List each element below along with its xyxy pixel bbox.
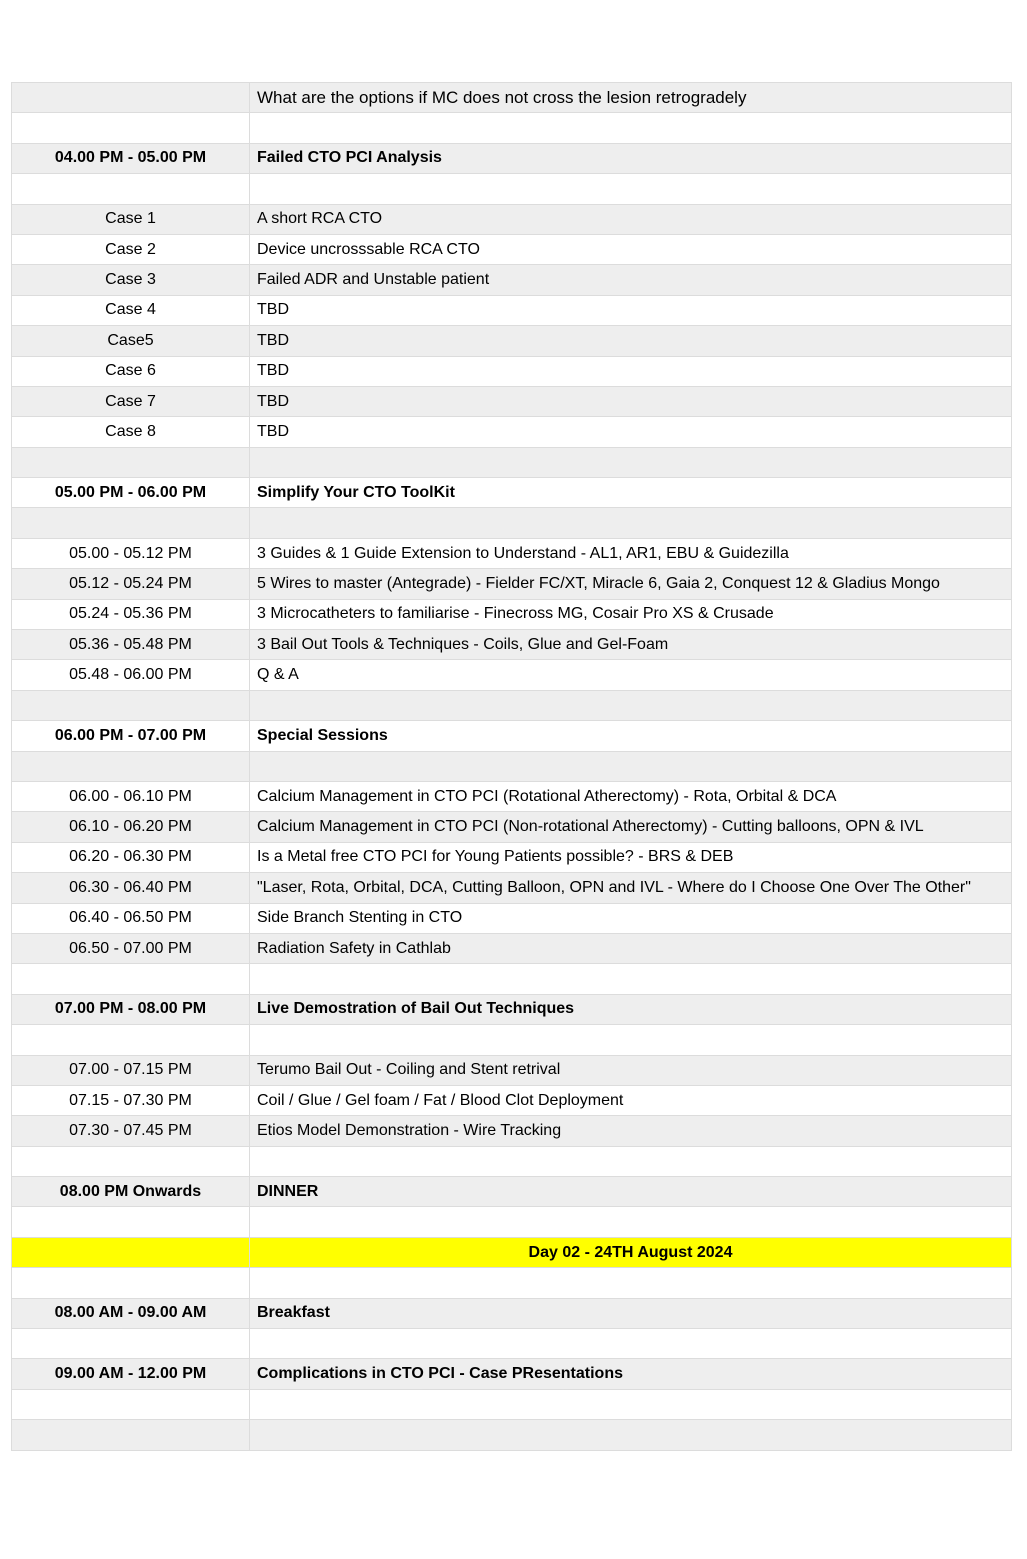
schedule-row [12, 204, 1012, 234]
spacer-row [12, 964, 1012, 994]
topic-cell: Failed CTO PCI Analysis [250, 143, 1012, 173]
schedule-row [12, 903, 1012, 933]
time-cell: Case 8 [12, 417, 250, 447]
topic-cell [250, 447, 1012, 477]
topic-cell [250, 508, 1012, 538]
topic-cell: Q & A [250, 660, 1012, 690]
time-cell: 07.00 PM - 08.00 PM [12, 994, 250, 1024]
topic-cell [250, 1389, 1012, 1419]
topic-cell [250, 1329, 1012, 1359]
topic-cell: 3 Bail Out Tools & Techniques - Coils, Glue and Gel-Foam [250, 630, 1012, 660]
schedule-row [12, 721, 1012, 751]
spacer-row [12, 690, 1012, 720]
spacer-row [12, 174, 1012, 204]
time-cell: 05.00 - 05.12 PM [12, 538, 250, 568]
topic-cell: TBD [250, 356, 1012, 386]
day-header-row [12, 1237, 1012, 1267]
time-cell: 06.20 - 06.30 PM [12, 842, 250, 872]
time-cell: 04.00 PM - 05.00 PM [12, 143, 250, 173]
topic-cell: TBD [250, 386, 1012, 416]
topic-cell: TBD [250, 326, 1012, 356]
time-cell: 05.24 - 05.36 PM [12, 599, 250, 629]
time-cell: 06.40 - 06.50 PM [12, 903, 250, 933]
time-cell [12, 113, 250, 143]
time-cell [12, 1146, 250, 1176]
topic-cell: Failed ADR and Unstable patient [250, 265, 1012, 295]
time-cell: Case 4 [12, 295, 250, 325]
spacer-row [12, 1420, 1012, 1450]
topic-cell: Complications in CTO PCI - Case PResentations [250, 1359, 1012, 1389]
schedule-row [12, 630, 1012, 660]
schedule-row [12, 599, 1012, 629]
topic-cell [250, 690, 1012, 720]
schedule-row [12, 356, 1012, 386]
time-cell: 05.48 - 06.00 PM [12, 660, 250, 690]
time-cell [12, 1237, 250, 1267]
time-cell [12, 1025, 250, 1055]
schedule-row [12, 326, 1012, 356]
topic-cell: Calcium Management in CTO PCI (Non-rotational Atherectomy) - Cutting balloons, OPN & IVL [250, 812, 1012, 842]
schedule-row [12, 478, 1012, 508]
topic-cell: What are the options if MC does not cross the lesion retrogradely [250, 83, 1012, 113]
schedule-row [12, 83, 1012, 113]
time-cell: 07.30 - 07.45 PM [12, 1116, 250, 1146]
time-cell: 06.50 - 07.00 PM [12, 933, 250, 963]
schedule-row [12, 1177, 1012, 1207]
time-cell [12, 1329, 250, 1359]
topic-cell [250, 1025, 1012, 1055]
schedule-row [12, 569, 1012, 599]
topic-cell: Breakfast [250, 1298, 1012, 1328]
time-cell: Case 7 [12, 386, 250, 416]
topic-cell: "Laser, Rota, Orbital, DCA, Cutting Balloon, OPN and IVL - Where do I Choose One Over The Other" [250, 873, 1012, 903]
schedule-row [12, 234, 1012, 264]
time-cell: 07.00 - 07.15 PM [12, 1055, 250, 1085]
time-cell [12, 964, 250, 994]
topic-cell: Live Demostration of Bail Out Techniques [250, 994, 1012, 1024]
time-cell [12, 83, 250, 113]
schedule-row [12, 1359, 1012, 1389]
topic-cell: Etios Model Demonstration - Wire Tracking [250, 1116, 1012, 1146]
schedule-row [12, 386, 1012, 416]
time-cell: Case 2 [12, 234, 250, 264]
time-cell [12, 508, 250, 538]
topic-cell: A short RCA CTO [250, 204, 1012, 234]
spacer-row [12, 1268, 1012, 1298]
day-title-cell: Day 02 - 24TH August 2024 [250, 1237, 1012, 1267]
schedule-row [12, 1085, 1012, 1115]
schedule-row [12, 781, 1012, 811]
topic-cell: 3 Microcatheters to familiarise - Finecross MG, Cosair Pro XS & Crusade [250, 599, 1012, 629]
topic-cell: Radiation Safety in Cathlab [250, 933, 1012, 963]
topic-cell [250, 1146, 1012, 1176]
topic-cell: Calcium Management in CTO PCI (Rotational Atherectomy) - Rota, Orbital & DCA [250, 781, 1012, 811]
time-cell [12, 1420, 250, 1450]
time-cell: 05.36 - 05.48 PM [12, 630, 250, 660]
schedule-table [11, 82, 1012, 1451]
topic-cell [250, 1420, 1012, 1450]
time-cell: 06.00 PM - 07.00 PM [12, 721, 250, 751]
time-cell: 05.00 PM - 06.00 PM [12, 478, 250, 508]
time-cell: 08.00 PM Onwards [12, 1177, 250, 1207]
time-cell [12, 1207, 250, 1237]
time-cell: 09.00 AM - 12.00 PM [12, 1359, 250, 1389]
topic-cell [250, 751, 1012, 781]
schedule-row [12, 1116, 1012, 1146]
topic-cell: TBD [250, 417, 1012, 447]
spacer-row [12, 751, 1012, 781]
topic-cell [250, 113, 1012, 143]
time-cell: 06.30 - 06.40 PM [12, 873, 250, 903]
topic-cell: Device uncrosssable RCA CTO [250, 234, 1012, 264]
topic-cell: TBD [250, 295, 1012, 325]
time-cell [12, 174, 250, 204]
time-cell [12, 447, 250, 477]
time-cell [12, 751, 250, 781]
topic-cell: DINNER [250, 1177, 1012, 1207]
time-cell: 05.12 - 05.24 PM [12, 569, 250, 599]
topic-cell: Is a Metal free CTO PCI for Young Patients possible? - BRS & DEB [250, 842, 1012, 872]
topic-cell: Terumo Bail Out - Coiling and Stent retrival [250, 1055, 1012, 1085]
topic-cell: Coil / Glue / Gel foam / Fat / Blood Clot Deployment [250, 1085, 1012, 1115]
time-cell: 06.00 - 06.10 PM [12, 781, 250, 811]
topic-cell [250, 1268, 1012, 1298]
spacer-row [12, 1207, 1012, 1237]
schedule-row [12, 842, 1012, 872]
spacer-row [12, 1389, 1012, 1419]
time-cell [12, 690, 250, 720]
spacer-row [12, 1025, 1012, 1055]
schedule-row [12, 538, 1012, 568]
schedule-row [12, 1055, 1012, 1085]
topic-cell [250, 174, 1012, 204]
time-cell: Case5 [12, 326, 250, 356]
schedule-row [12, 295, 1012, 325]
topic-cell: Simplify Your CTO ToolKit [250, 478, 1012, 508]
time-cell: Case 1 [12, 204, 250, 234]
topic-cell [250, 1207, 1012, 1237]
schedule-row [12, 873, 1012, 903]
schedule-row [12, 812, 1012, 842]
schedule-row [12, 417, 1012, 447]
spacer-row [12, 1329, 1012, 1359]
schedule-body [12, 83, 1012, 1451]
time-cell: 08.00 AM - 09.00 AM [12, 1298, 250, 1328]
time-cell [12, 1268, 250, 1298]
topic-cell: 5 Wires to master (Antegrade) - Fielder FC/XT, Miracle 6, Gaia 2, Conquest 12 & Gladius Mongo [250, 569, 1012, 599]
schedule-row [12, 994, 1012, 1024]
schedule-row [12, 660, 1012, 690]
topic-cell: Side Branch Stenting in CTO [250, 903, 1012, 933]
schedule-row [12, 1298, 1012, 1328]
schedule-row [12, 265, 1012, 295]
time-cell: 07.15 - 07.30 PM [12, 1085, 250, 1115]
spacer-row [12, 113, 1012, 143]
schedule-row [12, 933, 1012, 963]
schedule-row [12, 143, 1012, 173]
spacer-row [12, 447, 1012, 477]
topic-cell: Special Sessions [250, 721, 1012, 751]
time-cell: 06.10 - 06.20 PM [12, 812, 250, 842]
topic-cell [250, 964, 1012, 994]
time-cell [12, 1389, 250, 1419]
topic-cell: 3 Guides & 1 Guide Extension to Understand - AL1, AR1, EBU & Guidezilla [250, 538, 1012, 568]
time-cell: Case 3 [12, 265, 250, 295]
time-cell: Case 6 [12, 356, 250, 386]
spacer-row [12, 508, 1012, 538]
spacer-row [12, 1146, 1012, 1176]
